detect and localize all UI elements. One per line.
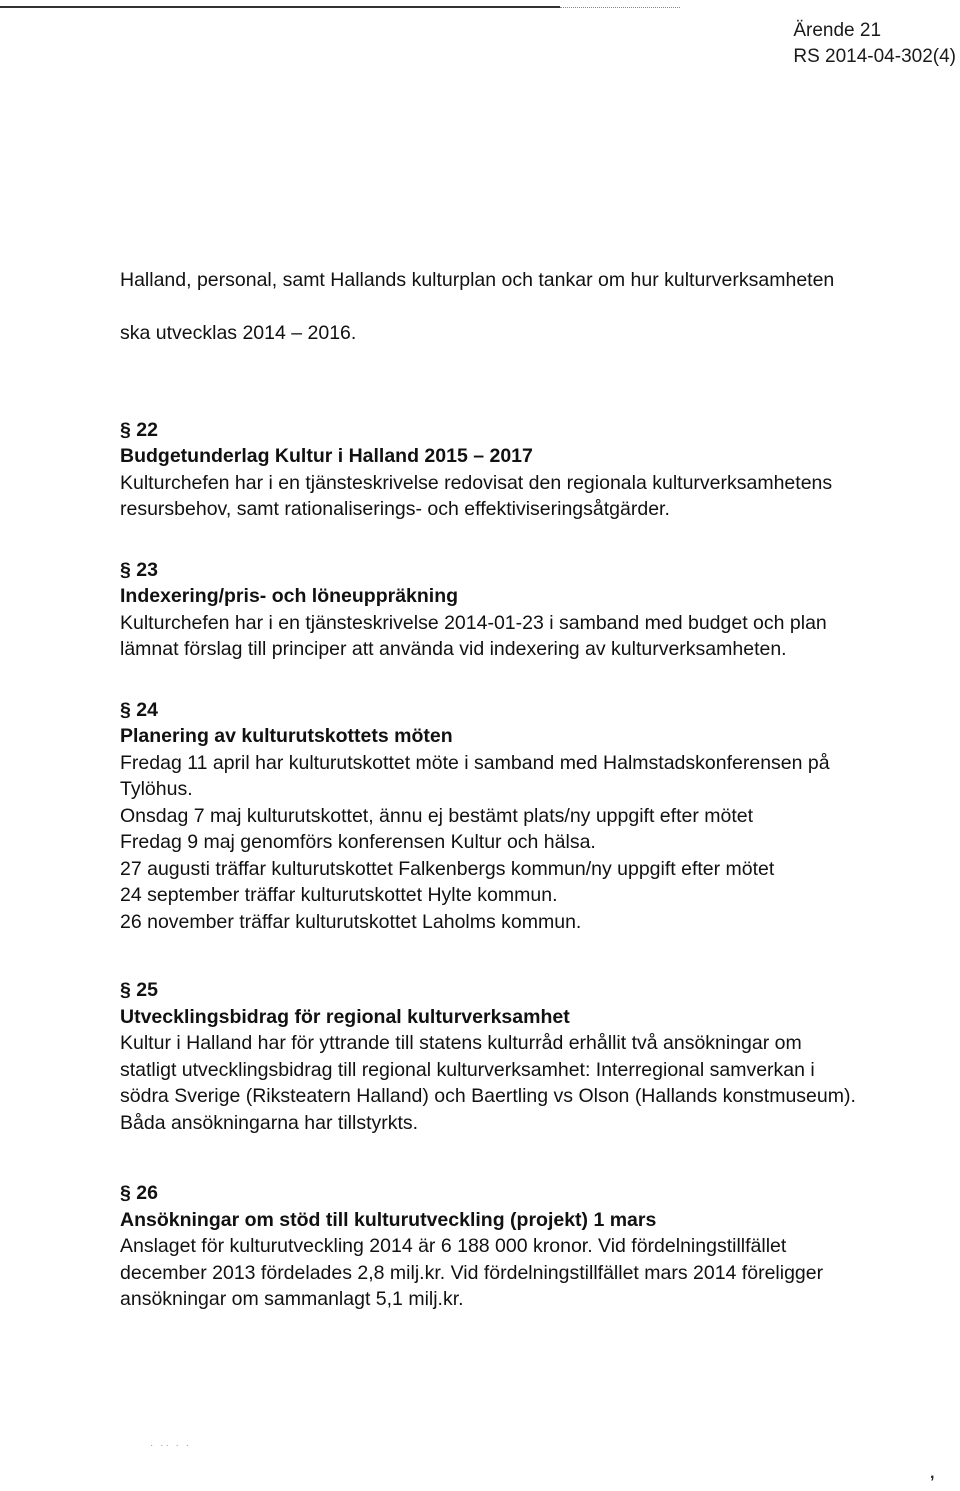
document-body [120,240,910,1313]
section-title: Utvecklingsbidrag för regional kulturverksamhet [120,1005,570,1028]
intro-line: ska utvecklas 2014 – 2016. [120,321,357,344]
section-body [120,470,910,523]
section-line: resursbehov, samt rationaliserings- och effektiviseringsåtgärder. [120,498,670,520]
intro-paragraph [120,240,910,373]
section-body [120,610,910,663]
section-line: lämnat förslag till principer att använda vid indexering av kulturverksamheten. [120,638,787,660]
intro-line: Halland, personal, samt Hallands kulturplan och tankar om hur kulturverksamheten [120,268,835,291]
section-line: ansökningar om sammanlagt 5,1 milj.kr. [120,1288,464,1310]
section-25 [120,977,910,1136]
section-line: Fredag 9 maj genomförs konferensen Kultur och hälsa. [120,831,596,853]
section-line: Kulturchefen har i en tjänsteskrivelse redovisat den regionala kulturverksamhetens [120,471,833,494]
section-number: § 24 [120,698,158,721]
section-line: Båda ansökningarna har tillstyrkts. [120,1111,419,1134]
section-body [120,1030,910,1136]
section-24 [120,697,910,936]
section-title: Budgetunderlag Kultur i Halland 2015 – 2017 [120,445,533,467]
section-number: § 26 [120,1182,158,1204]
section-number: § 22 [120,418,158,441]
section-line: Kulturchefen har i en tjänsteskrivelse 2014-01-23 i samband med budget och plan [120,611,827,634]
section-number: § 23 [120,558,158,581]
section-line: Kultur i Halland har för yttrande till statens kulturråd erhållit två ansökningar om [120,1032,802,1054]
document-header [793,18,956,70]
section-26 [120,1180,910,1313]
scan-mark: , [930,1465,935,1482]
section-line: 27 augusti träffar kulturutskottet Falkenbergs kommun/ny uppgift efter mötet [120,857,775,880]
section-line: 24 september träffar kulturutskottet Hylte kommun. [120,884,558,906]
reference-number: RS 2014-04-302(4) [793,46,956,67]
section-line: Anslaget för kulturutveckling 2014 är 6 188 000 kronor. Vid fördelningstillfället [120,1235,787,1257]
arende-label: Ärende 21 [793,20,882,41]
section-line: 26 november träffar kulturutskottet Laholms kommun. [120,910,582,933]
section-body [120,1233,910,1313]
section-line: Onsdag 7 maj kulturutskottet, ännu ej bestämt plats/ny uppgift efter mötet [120,804,754,827]
scan-top-rule [0,6,560,8]
section-title: Ansökningar om stöd till kulturutveckling (projekt) 1 mars [120,1208,657,1231]
section-title: Indexering/pris- och löneuppräkning [120,585,459,607]
scan-top-rule-faint [560,7,680,8]
section-number: § 25 [120,979,158,1001]
scan-noise: · ·· · · [150,1440,191,1451]
section-title: Planering av kulturutskottets möten [120,725,453,747]
section-line: december 2013 fördelades 2,8 milj.kr. Vid fördelningstillfället mars 2014 föreligger [120,1261,824,1284]
section-line: södra Sverige (Riksteatern Halland) och Baertling vs Olson (Hallands konstmuseum). [120,1085,856,1107]
section-line: Fredag 11 april har kulturutskottet möte i samband med Halmstadskonferensen på [120,751,830,774]
section-line: statligt utvecklingsbidrag till regional kulturverksamhet: Interregional samverkan i [120,1058,815,1081]
section-line: Tylöhus. [120,778,193,800]
section-23 [120,557,910,663]
section-22 [120,417,910,523]
section-body [120,750,910,936]
